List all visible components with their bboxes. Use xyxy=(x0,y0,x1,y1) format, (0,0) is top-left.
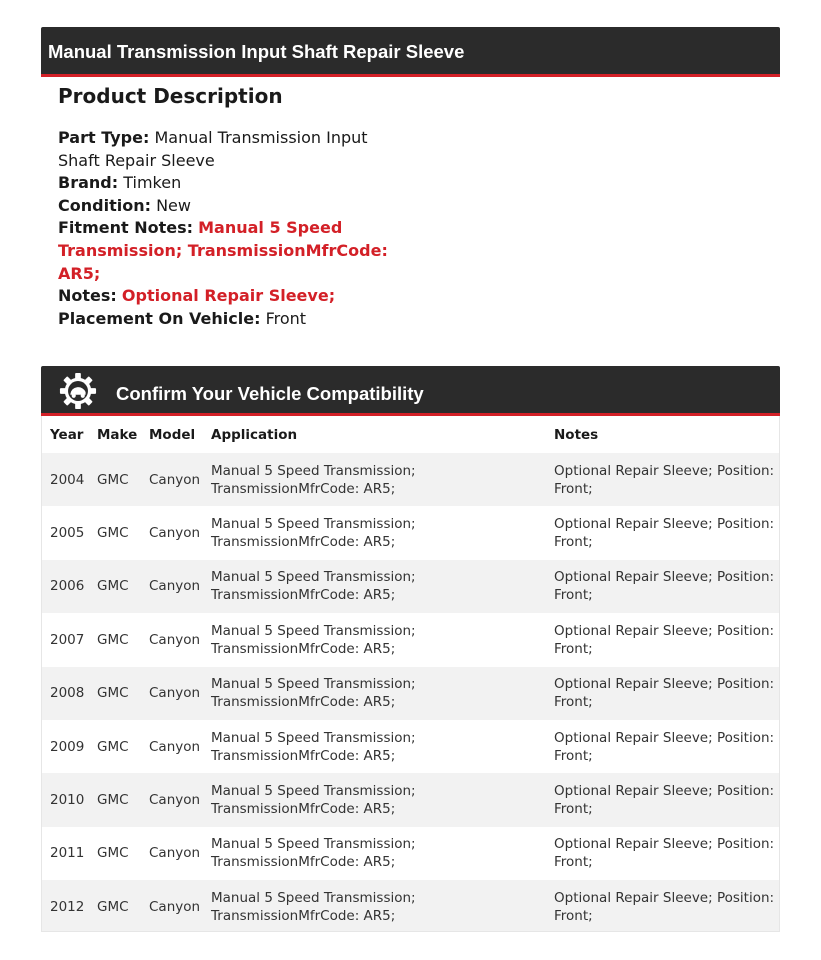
cell-make: GMC xyxy=(89,453,141,506)
cell-make: GMC xyxy=(89,560,141,613)
cell-year: 2006 xyxy=(42,560,89,613)
cell-application: Manual 5 Speed Transmission; TransmissionMfrCode: AR5; xyxy=(203,773,546,826)
cell-model: Canyon xyxy=(141,773,203,826)
compatibility-table-body xyxy=(42,453,779,932)
cell-model: Canyon xyxy=(141,453,203,506)
title-bar xyxy=(41,27,780,77)
fitment-notes-label: Fitment Notes: xyxy=(58,218,193,238)
cell-notes: Optional Repair Sleeve; Position: Front; xyxy=(546,827,779,880)
fitment-notes-row xyxy=(58,217,403,285)
table-row xyxy=(42,453,779,506)
cell-notes: Optional Repair Sleeve; Position: Front; xyxy=(546,667,779,720)
cell-application: Manual 5 Speed Transmission; TransmissionMfrCode: AR5; xyxy=(203,880,546,932)
compatibility-bar xyxy=(41,366,780,416)
notes-label: Notes: xyxy=(58,286,117,306)
brand-label: Brand: xyxy=(58,173,119,193)
cell-make: GMC xyxy=(89,506,141,559)
cell-model: Canyon xyxy=(141,506,203,559)
page-title: Manual Transmission Input Shaft Repair Sleeve xyxy=(48,41,465,62)
cell-year: 2012 xyxy=(42,880,89,932)
product-description xyxy=(58,84,403,330)
table-row xyxy=(42,880,779,932)
cell-year: 2007 xyxy=(42,613,89,666)
cell-make: GMC xyxy=(89,880,141,932)
column-header-year: Year xyxy=(50,426,84,443)
cell-notes: Optional Repair Sleeve; Position: Front; xyxy=(546,453,779,506)
table-row xyxy=(42,613,779,666)
cell-year: 2008 xyxy=(42,667,89,720)
compatibility-table-wrap xyxy=(41,416,780,932)
compatibility-title: Confirm Your Vehicle Compatibility xyxy=(116,383,424,404)
table-row xyxy=(42,560,779,613)
table-row xyxy=(42,506,779,559)
cell-make: GMC xyxy=(89,720,141,773)
cell-application: Manual 5 Speed Transmission; TransmissionMfrCode: AR5; xyxy=(203,613,546,666)
table-header-row xyxy=(42,416,779,453)
cell-application: Manual 5 Speed Transmission; TransmissionMfrCode: AR5; xyxy=(203,720,546,773)
cell-make: GMC xyxy=(89,773,141,826)
condition-value: New xyxy=(156,195,191,215)
cell-application: Manual 5 Speed Transmission; TransmissionMfrCode: AR5; xyxy=(203,827,546,880)
cell-year: 2011 xyxy=(42,827,89,880)
cell-model: Canyon xyxy=(141,880,203,932)
cell-notes: Optional Repair Sleeve; Position: Front; xyxy=(546,880,779,932)
cell-model: Canyon xyxy=(141,560,203,613)
cell-application: Manual 5 Speed Transmission; TransmissionMfrCode: AR5; xyxy=(203,453,546,506)
gear-car-icon xyxy=(59,372,97,410)
cell-model: Canyon xyxy=(141,720,203,773)
placement-label: Placement On Vehicle: xyxy=(58,308,261,328)
part-type-label: Part Type: xyxy=(58,128,150,147)
table-row xyxy=(42,720,779,773)
cell-model: Canyon xyxy=(141,827,203,880)
description-heading: Product Description xyxy=(58,84,283,108)
notes-value: Optional Repair Sleeve; xyxy=(121,286,336,306)
column-header-notes: Notes xyxy=(554,426,599,443)
cell-notes: Optional Repair Sleeve; Position: Front; xyxy=(546,560,779,613)
part-type-row xyxy=(58,127,403,172)
table-row xyxy=(42,773,779,826)
cell-year: 2004 xyxy=(42,453,89,506)
placement-row xyxy=(58,308,403,331)
cell-make: GMC xyxy=(89,667,141,720)
fitment-notes-value: Manual 5 Speed Transmission; TransmissionMfrCode: AR5; xyxy=(58,218,388,283)
condition-label: Condition: xyxy=(58,195,151,215)
table-row xyxy=(42,667,779,720)
cell-model: Canyon xyxy=(141,613,203,666)
cell-year: 2009 xyxy=(42,720,89,773)
cell-application: Manual 5 Speed Transmission; TransmissionMfrCode: AR5; xyxy=(203,667,546,720)
table-row xyxy=(42,827,779,880)
column-header-model: Model xyxy=(149,426,196,443)
column-header-application: Application xyxy=(211,426,298,443)
notes-row xyxy=(58,285,403,308)
cell-notes: Optional Repair Sleeve; Position: Front; xyxy=(546,613,779,666)
part-type-value: Manual Transmission Input Shaft Repair Sleeve xyxy=(58,128,368,170)
cell-application: Manual 5 Speed Transmission; TransmissionMfrCode: AR5; xyxy=(203,506,546,559)
cell-application: Manual 5 Speed Transmission; TransmissionMfrCode: AR5; xyxy=(203,560,546,613)
cell-year: 2005 xyxy=(42,506,89,559)
brand-row xyxy=(58,172,403,195)
compatibility-table xyxy=(42,416,779,932)
cell-make: GMC xyxy=(89,613,141,666)
cell-make: GMC xyxy=(89,827,141,880)
cell-model: Canyon xyxy=(141,667,203,720)
placement-value: Front xyxy=(265,308,307,328)
cell-notes: Optional Repair Sleeve; Position: Front; xyxy=(546,720,779,773)
cell-notes: Optional Repair Sleeve; Position: Front; xyxy=(546,773,779,826)
column-header-make: Make xyxy=(97,426,138,443)
brand-value: Timken xyxy=(123,173,182,193)
cell-year: 2010 xyxy=(42,773,89,826)
condition-row xyxy=(58,195,403,218)
cell-notes: Optional Repair Sleeve; Position: Front; xyxy=(546,506,779,559)
